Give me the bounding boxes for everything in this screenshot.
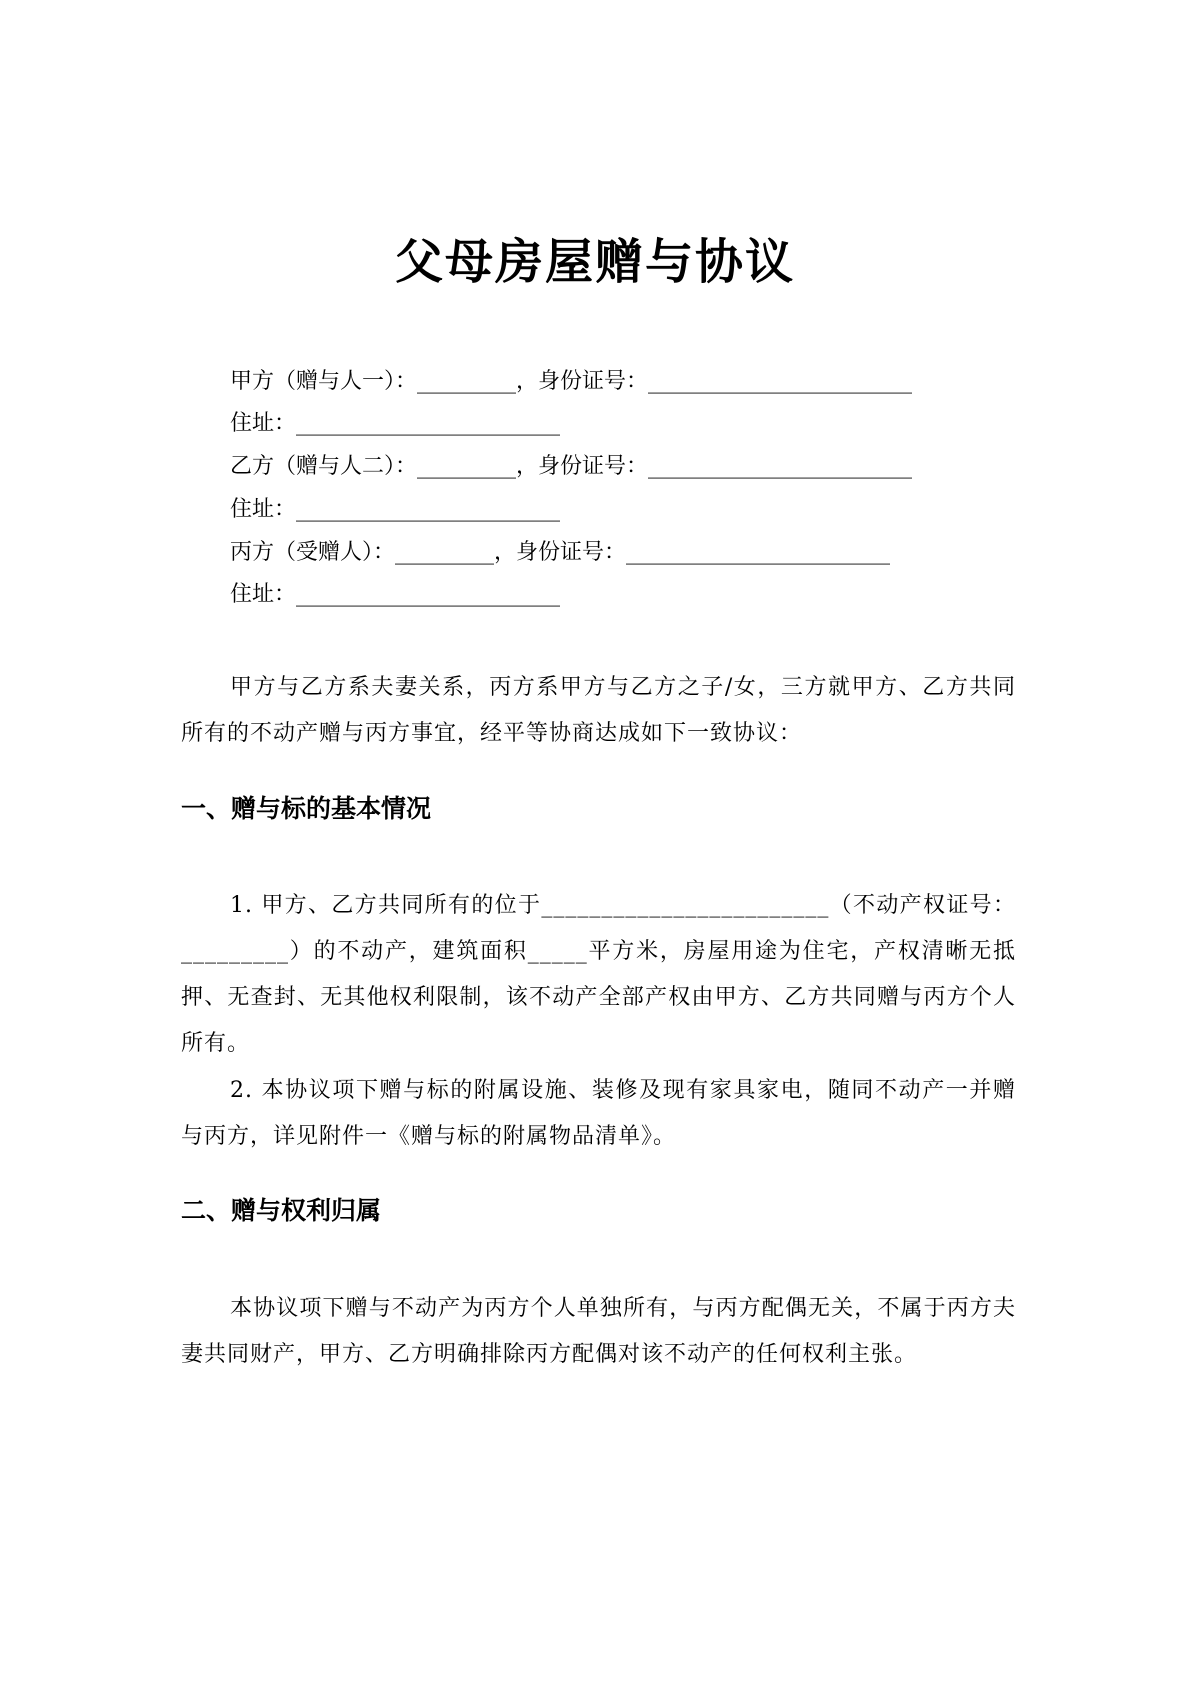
section-paragraph: 2. 本协议项下赠与标的附属设施、装修及现有家具家电，随同不动产一并赠与丙方，详见附件一《赠与标的附属物品清单》。 xyxy=(181,1078,1016,1149)
party-a-line: 甲方（赠与人一）：_________，身份证号：________________________ xyxy=(230,369,913,394)
party-b-address: 住址：________________________ xyxy=(230,497,561,522)
party-a-address: 住址：________________________ xyxy=(230,411,561,436)
section-paragraph: 本协议项下赠与不动产为丙方个人单独所有，与丙方配偶无关，不属于丙方夫妻共同财产，甲方、乙方明确排除丙方配偶对该不动产的任何权利主张。 xyxy=(181,1296,1016,1367)
intro-paragraph: 甲方与乙方系夫妻关系，丙方系甲方与乙方之子/女，三方就甲方、乙方共同所有的不动产赠与丙方事宜，经平等协商达成如下一致协议： xyxy=(181,675,1016,746)
section-heading: 二、赠与权利归属 xyxy=(181,1196,382,1225)
section-heading: 一、赠与标的基本情况 xyxy=(181,794,432,823)
party-c-line: 丙方（受赠人）：_________，身份证号：________________________ xyxy=(230,540,891,565)
party-c-address: 住址：________________________ xyxy=(230,582,561,607)
document-title: 父母房屋赠与协议 xyxy=(394,234,795,290)
section-paragraph: 1. 甲方、乙方共同所有的位于________________________（不动产权证号：_________）的不动产，建筑面积_____平方米，房屋用途为住宅，产权清晰无抵押、无查封、无其他权利限制，该不动产全部产权由甲方、乙方共同赠与丙方个人所有。 xyxy=(181,893,1016,1056)
party-b-line: 乙方（赠与人二）：_________，身份证号：________________________ xyxy=(230,454,913,479)
